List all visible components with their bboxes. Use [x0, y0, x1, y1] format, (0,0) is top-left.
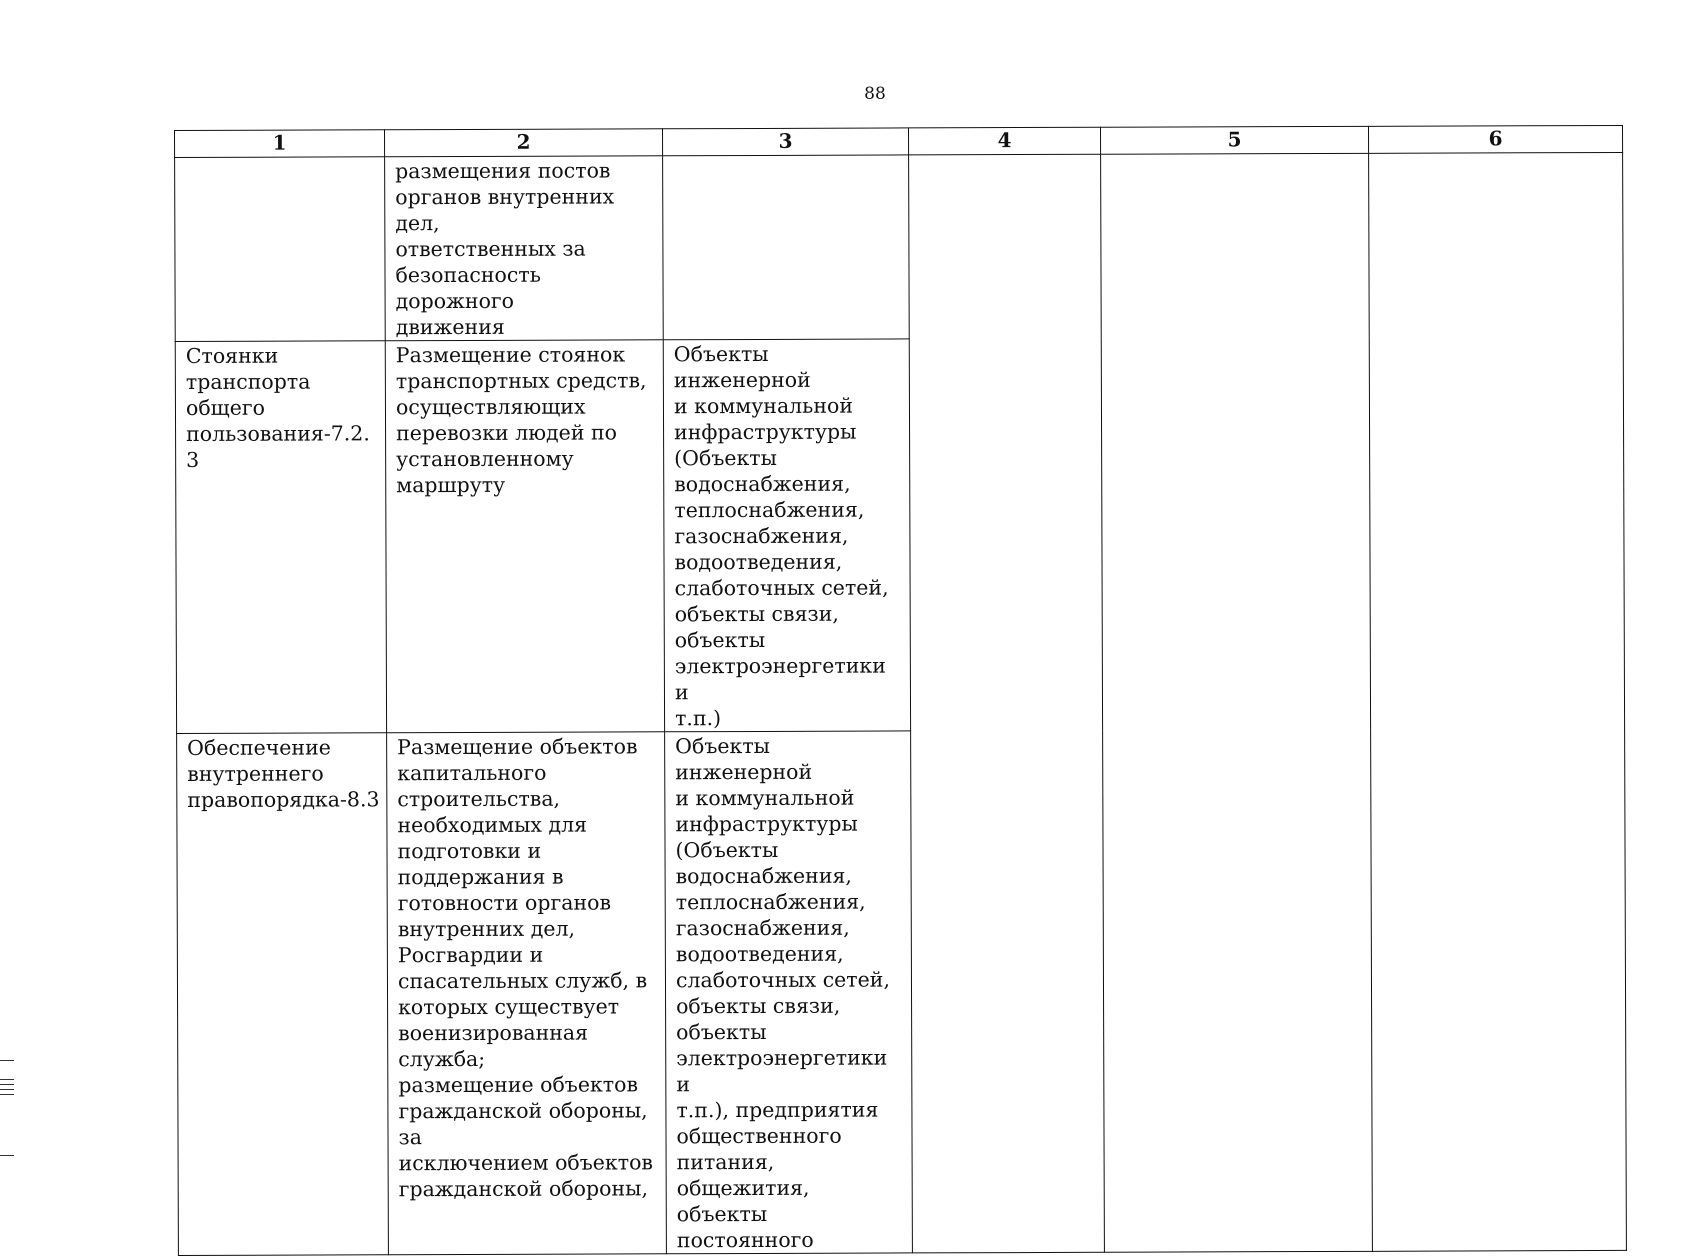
column-header-6: 6: [1368, 125, 1622, 153]
cell-text: Объекты инженерной и коммунальной инфраструктуры (Объекты водоснабжения, теплоснабжения, газоснабжения, водоотведения, слаботочных сетей, объекты связи, объекты электроэнергетики и т.п.), предприятия общественного питания, общежития, объекты постоянного: [675, 733, 890, 1253]
row-1-col-1: [175, 157, 386, 342]
margin-mark: [0, 1155, 14, 1156]
column-header-3: 3: [662, 128, 908, 156]
row-1-col-3: [663, 155, 910, 340]
col-5-empty: [1101, 153, 1373, 1252]
cell-text: Размещение объектов капитального строительства, необходимых для подготовки и поддержания в готовности органов внутренних дел, Росгвардии и спасательных служб, в которых существует военизированная служба; размещение объектов гражданской обороны, за исключением объектов гражданской обороны,: [397, 734, 653, 1202]
col-4-empty: [909, 154, 1105, 1253]
row-3-col-1: [177, 733, 389, 1256]
column-header-2: 2: [385, 129, 663, 157]
table-row: [175, 152, 1624, 341]
margin-mark: [0, 1079, 14, 1080]
cell-text: размещения постов органов внутренних дел, ответственных за безопасность дорожного движения: [395, 158, 615, 340]
margin-mark: [0, 1094, 14, 1095]
column-header-4: 4: [908, 127, 1100, 155]
cell-text: Размещение стоянок транспортных средств, осуществляющих перевозки людей по установленному маршруту: [395, 342, 647, 498]
row-2-col-2: [385, 340, 664, 733]
cell-text: [673, 156, 902, 157]
column-header-5: 5: [1100, 126, 1368, 154]
row-1-col-2: [385, 156, 664, 341]
row-2-col-1: [175, 341, 386, 734]
page-number: 88: [864, 84, 886, 104]
margin-mark: [0, 1089, 14, 1090]
col-6-empty: [1369, 152, 1627, 1251]
margin-mark: [0, 1084, 14, 1085]
margin-mark: [0, 1060, 14, 1061]
column-header-1: 1: [175, 130, 385, 158]
row-3-col-3: [665, 731, 913, 1254]
document-table: [174, 125, 1627, 1256]
cell-text: Стоянки транспорта общего пользования-7.2.3: [185, 343, 370, 472]
cell-text: [185, 158, 378, 159]
row-3-col-2: [387, 732, 667, 1255]
cell-text: Обеспечение внутреннего правопорядка-8.3: [187, 735, 380, 812]
cell-text: Объекты инженерной и коммунальной инфраструктуры (Объекты водоснабжения, теплоснабжения, газоснабжения, водоотведения, слаботочных сетей, объекты связи, объекты электроэнергетики и т.п.): [673, 341, 889, 731]
row-2-col-3: [663, 339, 910, 732]
margin-scan-marks: [0, 1060, 14, 1160]
